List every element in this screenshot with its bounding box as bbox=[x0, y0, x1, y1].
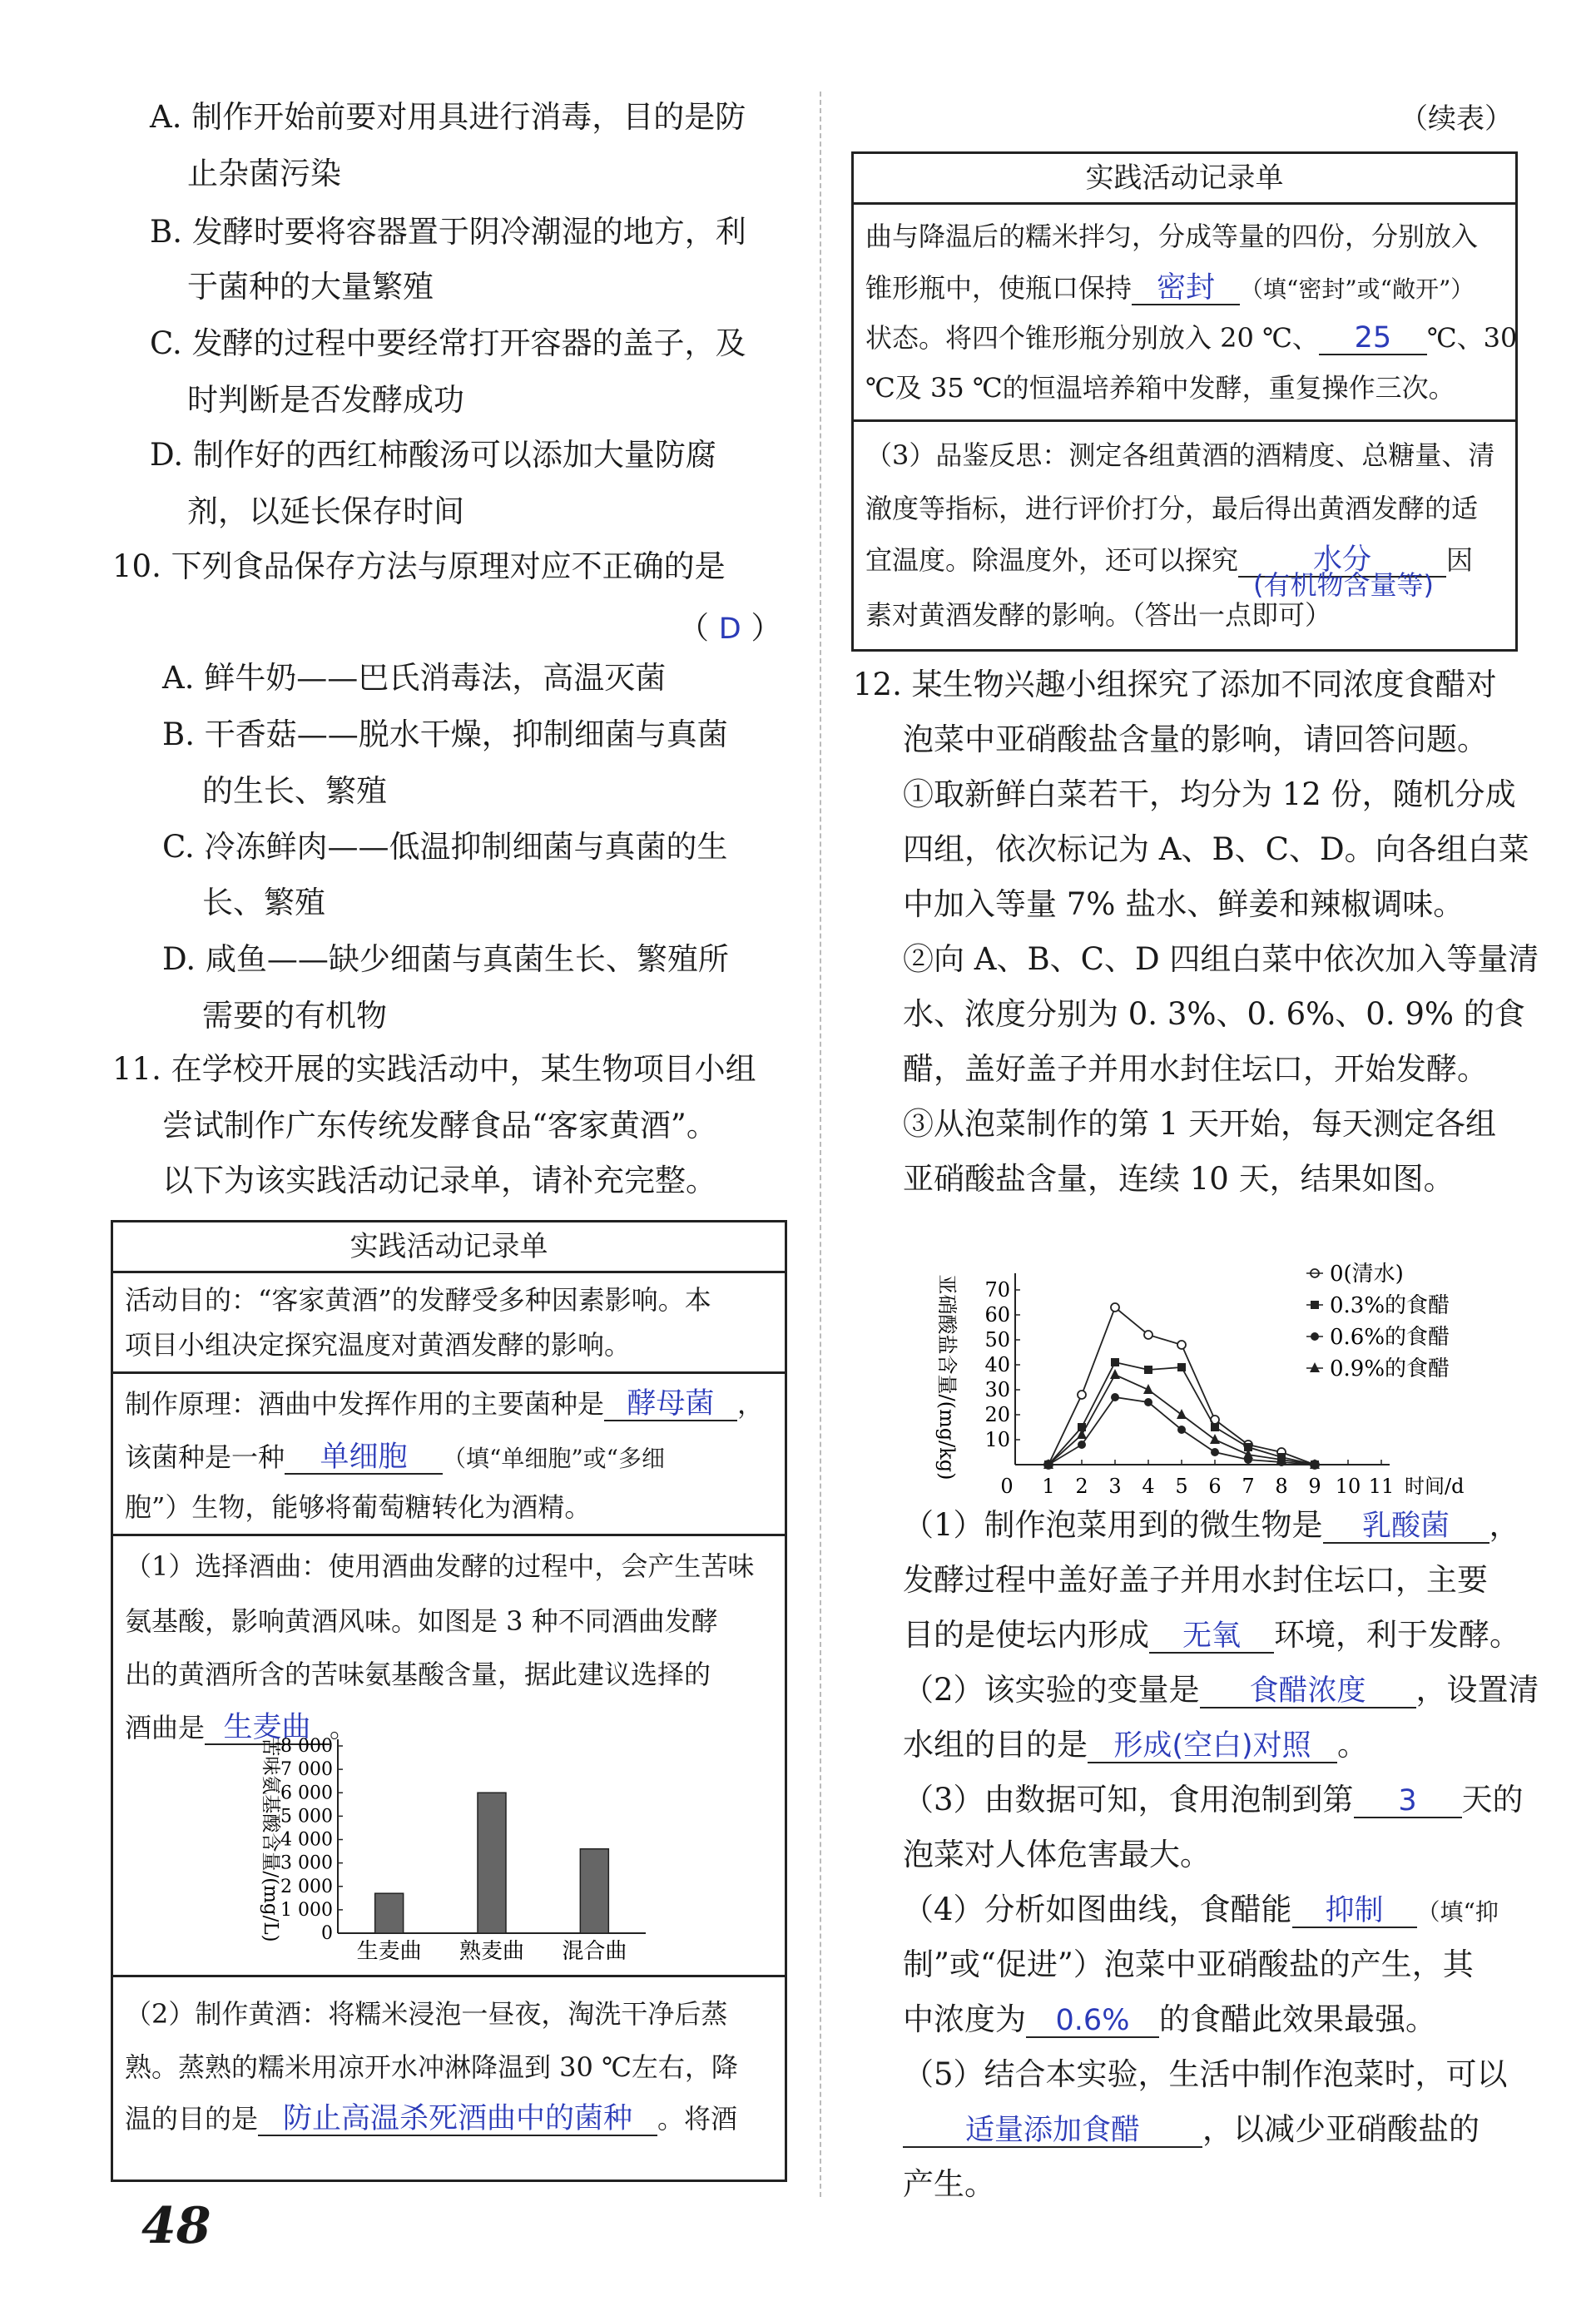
bar-3 bbox=[580, 1849, 608, 1933]
series-2-point bbox=[1177, 1363, 1186, 1371]
q12-p3-text1b: 天的 bbox=[1461, 1782, 1524, 1818]
q11-principle-answer2: 单细胞 bbox=[320, 1441, 408, 1474]
q11-principle-cell bbox=[113, 1374, 785, 1536]
line-x-tick-label: 6 bbox=[1208, 1475, 1222, 1498]
line-chart-nitrite bbox=[924, 1215, 1556, 1498]
q11-cont-blank2 bbox=[1319, 322, 1427, 355]
q10-answer: D bbox=[718, 612, 741, 646]
legend-label-1: 0(清水) bbox=[1330, 1262, 1404, 1287]
q11-principle-text2b: （填“单细胞”或“多细 bbox=[443, 1445, 665, 1472]
bar-y-tick-label: 1 000 bbox=[280, 1899, 333, 1921]
bar-y-tick-label: 4 000 bbox=[280, 1829, 333, 1851]
q11-select-line3: 出的黄酒所含的苦味氨基酸含量，据此建议选择的 bbox=[125, 1659, 711, 1690]
q11-reflect-line2: 澈度等指标，进行评价打分，最后得出黄酒发酵的适 bbox=[865, 493, 1479, 524]
q11-table-title: 实践活动记录单 bbox=[113, 1222, 785, 1273]
q11-cont-line3 bbox=[865, 321, 1517, 355]
bar-y-tick-label: 7 000 bbox=[280, 1759, 333, 1781]
q11-cont-text3: 状态。将四个锥形瓶分别放入 20 ℃、 bbox=[865, 322, 1319, 354]
q12-p5-blank bbox=[903, 2114, 1202, 2148]
legend-label-3: 0.6%的食醋 bbox=[1330, 1325, 1450, 1350]
q11-select-answer: 生麦曲 bbox=[223, 1711, 311, 1744]
line-origin-label: 0 bbox=[1000, 1475, 1014, 1498]
q11-principle-blank2 bbox=[285, 1441, 443, 1475]
q11-reflect-text3b: 因 bbox=[1446, 544, 1474, 576]
column-divider bbox=[820, 92, 821, 2197]
q12-p3-line1 bbox=[903, 1781, 1524, 1819]
bar-chart-bitter-amino-acid bbox=[246, 1721, 662, 1971]
bar-category-label: 混合曲 bbox=[562, 1939, 627, 1964]
q11-make-answer: 防止高温杀死酒曲中的菌种 bbox=[283, 2102, 633, 2135]
q12-p4-answer2: 0.6% bbox=[1055, 2004, 1130, 2037]
q12-step-line2: 四组，依次标记为 A、B、C、D。向各组白菜 bbox=[903, 831, 1529, 867]
q12-p2-line2 bbox=[903, 1726, 1368, 1764]
q12-stem-line1: 12. 某生物兴趣小组探究了添加不同浓度食醋对 bbox=[853, 667, 1497, 702]
line-x-tick-label: 10 bbox=[1335, 1475, 1361, 1498]
q12-p1-text3: 目的是使坛内形成 bbox=[903, 1617, 1149, 1653]
q10-option-c-line1: C. 冷冻鲜肉——低温抑制细菌与真菌的生 bbox=[162, 829, 728, 865]
bar-category-label: 生麦曲 bbox=[356, 1939, 422, 1964]
q11-cont-text2b: （填“密封”或“敞开”） bbox=[1240, 275, 1475, 303]
q10-stem: 10. 下列食品保存方法与原理对应不正确的是 bbox=[112, 548, 726, 584]
q10-option-c-line2: 长、繁殖 bbox=[202, 885, 325, 920]
bar-1 bbox=[375, 1893, 404, 1933]
bar-y-tick-label: 5 000 bbox=[280, 1806, 333, 1827]
q12-p1-line2: 发酵过程中盖好盖子并用水封住坛口，主要 bbox=[903, 1562, 1488, 1598]
line-x-tick-label: 11 bbox=[1368, 1475, 1395, 1498]
bar-y-axis-label: 苦味氨基酸含量/(mg/L) bbox=[260, 1737, 281, 1942]
series-3-point bbox=[1078, 1441, 1086, 1449]
line-y-tick-label: 50 bbox=[984, 1328, 1010, 1351]
q11-make-text3b: 。将酒 bbox=[657, 2103, 738, 2135]
q12-p2-blank2 bbox=[1088, 1729, 1337, 1763]
q12-p4-text3b: 的食醋此效果最强。 bbox=[1159, 2001, 1436, 2037]
q11-make-text3: 温的目的是 bbox=[125, 2103, 259, 2135]
q11-principle-answer1: 酵母菌 bbox=[627, 1387, 715, 1421]
line-x-tick-label: 9 bbox=[1308, 1475, 1321, 1498]
line-y-tick-label: 70 bbox=[984, 1278, 1010, 1302]
line-x-tick-label: 8 bbox=[1275, 1475, 1288, 1498]
line-x-tick-label: 1 bbox=[1042, 1475, 1055, 1498]
bar-y-tick-label: 0 bbox=[321, 1923, 333, 1944]
q9-option-c-line1: C. 发酵的过程中要经常打开容器的盖子，及 bbox=[150, 325, 746, 361]
line-x-tick-label: 5 bbox=[1175, 1475, 1188, 1498]
series-4-point bbox=[1210, 1434, 1220, 1444]
q12-p1-blank2 bbox=[1149, 1619, 1274, 1654]
q12-p4-answer1: 抑制 bbox=[1325, 1894, 1384, 1927]
q11-principle-text1: 制作原理：酒曲中发挥作用的主要菌种是 bbox=[125, 1388, 605, 1420]
q12-step-line1: ①取新鲜白菜若干，均分为 12 份，随机分成 bbox=[903, 776, 1516, 812]
q12-step-line7: ③从泡菜制作的第 1 天开始，每天测定各组 bbox=[903, 1106, 1497, 1142]
q11-reflect-text3: 宜温度。除温度外，还可以探究 bbox=[865, 544, 1239, 576]
q9-option-c-line2: 时判断是否发酵成功 bbox=[187, 382, 464, 418]
q11-make-blank bbox=[258, 2103, 657, 2136]
q12-p1-text1: （1）制作泡菜用到的微生物是 bbox=[903, 1507, 1323, 1543]
q11-table-title-continued: 实践活动记录单 bbox=[854, 154, 1515, 205]
q11-select-text4b: 。 bbox=[330, 1712, 357, 1743]
q12-p4-line2: 制”或“促进”）泡菜中亚硝酸盐的产生，其 bbox=[903, 1946, 1474, 1982]
q9-option-a-line1: A. 制作开始前要对用具进行消毒，目的是防 bbox=[150, 99, 746, 135]
q12-p1-blank1 bbox=[1323, 1510, 1489, 1544]
series-line-1 bbox=[1048, 1307, 1315, 1465]
q11-principle-line1 bbox=[125, 1387, 764, 1421]
series-3-point bbox=[1144, 1398, 1152, 1406]
q11-select-line2: 氨基酸，影响黄酒风味。如图是 3 种不同酒曲发酵 bbox=[125, 1605, 718, 1637]
q11-stem-line2: 尝试制作广东传统发酵食品“客家黄酒”。 bbox=[162, 1108, 717, 1143]
q12-step-line5: 水、浓度分别为 0. 3%、0. 6%、0. 9% 的食 bbox=[903, 996, 1525, 1032]
continued-label: （续表） bbox=[1400, 102, 1513, 136]
q10-option-a: A. 鲜牛奶——巴氏消毒法，高温灭菌 bbox=[162, 660, 667, 696]
q12-p2-text1: （2）该实验的变量是 bbox=[903, 1672, 1200, 1708]
q12-p1-line3 bbox=[903, 1616, 1520, 1654]
q11-record-table bbox=[111, 1220, 787, 2182]
line-y-tick-label: 40 bbox=[984, 1353, 1010, 1376]
q12-p3-text1: （3）由数据可知，食用泡制到第 bbox=[903, 1782, 1354, 1818]
q12-p4-blank2 bbox=[1026, 2004, 1159, 2038]
q11-cont-answer2: 25 bbox=[1354, 321, 1392, 355]
q12-p4-text3: 中浓度为 bbox=[903, 2001, 1026, 2037]
bar-y-tick-label: 6 000 bbox=[280, 1783, 333, 1804]
q12-p1-answer2: 无氧 bbox=[1182, 1619, 1241, 1653]
q11-reflect-answer2: (有机物含量等) bbox=[1253, 569, 1434, 601]
q11-cont-blank1 bbox=[1132, 272, 1240, 305]
legend-marker-4 bbox=[1310, 1362, 1320, 1372]
bar-y-tick-label: 3 000 bbox=[280, 1852, 333, 1874]
q12-p4-blank1 bbox=[1292, 1894, 1417, 1928]
q11-cont-text2: 锥形瓶中，使瓶口保持 bbox=[865, 272, 1133, 304]
q12-p3-answer: 3 bbox=[1398, 1784, 1417, 1818]
q11-select-line1: （1）选择酒曲：使用酒曲发酵的过程中，会产生苦味 bbox=[125, 1550, 755, 1582]
q11-make-line1: （2）制作黄酒：将糯米浸泡一昼夜，淘洗干净后蒸 bbox=[125, 1998, 728, 2030]
q12-stem-line2: 泡菜中亚硝酸盐含量的影响，请回答问题。 bbox=[903, 722, 1488, 757]
q10-answer-paren: （ D ） bbox=[678, 610, 782, 646]
q12-p2-line1 bbox=[903, 1671, 1539, 1709]
q11-principle-line2 bbox=[125, 1441, 665, 1475]
q11-purpose-line1: 活动目的：“客家黄酒”的发酵受多种因素影响。本 bbox=[125, 1284, 711, 1316]
q11-purpose-cell bbox=[113, 1273, 785, 1374]
q11-make-cell bbox=[113, 1977, 785, 2188]
q12-p4-line3 bbox=[903, 2001, 1436, 2039]
q12-p2-answer1: 食醋浓度 bbox=[1249, 1674, 1366, 1708]
series-1-point bbox=[1111, 1303, 1119, 1312]
series-2-point bbox=[1111, 1358, 1119, 1366]
q12-p4-text1b: （填“抑 bbox=[1416, 1898, 1499, 1926]
q12-p3-blank bbox=[1354, 1784, 1462, 1818]
q12-p4-line1 bbox=[903, 1891, 1499, 1932]
line-y-tick-label: 60 bbox=[984, 1303, 1010, 1327]
q12-p1-text1b: ， bbox=[1489, 1507, 1520, 1543]
bar-y-tick-label: 2 000 bbox=[280, 1876, 333, 1897]
q12-p2-text1b: ，设置清 bbox=[1415, 1672, 1539, 1708]
q11-reflect-cell bbox=[854, 422, 1515, 647]
q11-principle-text2: 该菌种是一种 bbox=[125, 1441, 285, 1473]
q10-option-d-line1: D. 咸鱼——缺少细菌与真菌生长、繁殖所 bbox=[162, 941, 729, 977]
q10-option-d-line2: 需要的有机物 bbox=[202, 998, 387, 1034]
line-x-axis-label: 时间/d bbox=[1405, 1475, 1465, 1498]
q12-p2-answer2: 形成(空白)对照 bbox=[1113, 1729, 1311, 1763]
legend-label-2: 0.3%的食醋 bbox=[1330, 1293, 1450, 1318]
q12-p2-text2: 水组的目的是 bbox=[903, 1727, 1088, 1763]
line-y-axis-label: 亚硝酸盐含量/(mg/kg) bbox=[935, 1274, 959, 1480]
bar-2 bbox=[478, 1793, 506, 1933]
q11-reflect-line4: 素对黄酒发酵的影响。（答出一点即可） bbox=[865, 599, 1332, 631]
page-number: 48 bbox=[141, 2197, 211, 2255]
q12-p1-answer1: 乳酸菌 bbox=[1362, 1510, 1450, 1543]
q12-p5-text2b: ，以减少亚硝酸盐的 bbox=[1202, 2111, 1480, 2147]
q12-step-line6: 醋，盖好盖子并用水封住坛口，开始发酵。 bbox=[903, 1051, 1488, 1087]
q11-principle-line3: 胞”）生物，能够将葡萄糖转化为酒精。 bbox=[125, 1491, 592, 1523]
q9-option-d-line1: D. 制作好的西红柿酸汤可以添加大量防腐 bbox=[150, 437, 716, 473]
series-2-point bbox=[1144, 1366, 1152, 1374]
q10-option-b-line2: 的生长、繁殖 bbox=[202, 773, 387, 809]
q9-option-b-line1: B. 发酵时要将容器置于阴冷潮湿的地方，利 bbox=[150, 214, 746, 250]
q11-reflect-line1: （3）品鉴反思：测定各组黄酒的酒精度、总糖量、清 bbox=[865, 439, 1495, 471]
q10-option-b-line1: B. 干香菇——脱水干燥，抑制细菌与真菌 bbox=[162, 717, 728, 752]
line-y-tick-label: 10 bbox=[984, 1428, 1010, 1451]
q9-option-a-line2: 止杂菌污染 bbox=[187, 156, 341, 191]
q12-p1-line1 bbox=[903, 1506, 1520, 1545]
q11-make-line3 bbox=[125, 2102, 737, 2136]
q9-option-d-line2: 剂，以延长保存时间 bbox=[187, 493, 464, 529]
legend-label-4: 0.9%的食醋 bbox=[1330, 1356, 1450, 1381]
q12-p2-blank1 bbox=[1200, 1674, 1416, 1708]
line-y-tick-label: 30 bbox=[984, 1378, 1010, 1401]
q9-option-b-line2: 于菌种的大量繁殖 bbox=[187, 269, 434, 305]
bar-y-tick-label: 8 000 bbox=[280, 1736, 333, 1757]
series-3-point bbox=[1111, 1393, 1119, 1401]
q11-reflect-answer1: 水分 bbox=[1313, 543, 1372, 577]
q11-select-cell bbox=[113, 1536, 785, 1977]
q11-select-text4: 酒曲是 bbox=[125, 1712, 206, 1743]
q11-cont-text3b: ℃、30 bbox=[1426, 322, 1518, 354]
q11-principle-blank1 bbox=[604, 1388, 737, 1421]
q11-cont-line1: 曲与降温后的糯米拌匀，分成等量的四份，分别放入 bbox=[865, 221, 1479, 252]
line-y-tick-label: 20 bbox=[984, 1403, 1010, 1426]
line-x-tick-label: 4 bbox=[1142, 1475, 1155, 1498]
bar-category-label: 熟麦曲 bbox=[458, 1939, 525, 1964]
q11-principle-text1b: ， bbox=[737, 1388, 765, 1420]
series-3-point bbox=[1211, 1448, 1219, 1456]
q12-step-line3: 中加入等量 7% 盐水、鲜姜和辣椒调味。 bbox=[903, 886, 1465, 922]
q12-step-line8: 亚硝酸盐含量，连续 10 天，结果如图。 bbox=[903, 1161, 1455, 1197]
q12-p5-line2 bbox=[903, 2110, 1480, 2149]
q12-p5-line1: （5）结合本实验，生活中制作泡菜时，可以 bbox=[903, 2056, 1508, 2092]
q12-p5-line3: 产生。 bbox=[903, 2166, 995, 2202]
series-3-point bbox=[1177, 1426, 1186, 1434]
series-1-point bbox=[1177, 1341, 1186, 1349]
q12-p4-text1: （4）分析如图曲线，食醋能 bbox=[903, 1892, 1292, 1927]
q12-step-line4: ②向 A、B、C、D 四组白菜中依次加入等量清 bbox=[903, 941, 1539, 977]
q11-cont-line4: ℃及 35 ℃的恒温培养箱中发酵，重复操作三次。 bbox=[865, 372, 1455, 404]
q11-purpose-line2: 项目小组决定探究温度对黄酒发酵的影响。 bbox=[125, 1329, 632, 1361]
series-1-point bbox=[1078, 1391, 1086, 1399]
q11-cont-answer1: 密封 bbox=[1157, 271, 1216, 305]
series-2-point bbox=[1211, 1423, 1219, 1431]
series-4-point bbox=[1177, 1409, 1187, 1419]
q11-cont-line2 bbox=[865, 271, 1474, 306]
q11-record-table-continued bbox=[851, 151, 1518, 652]
q11-stem-line3: 以下为该实践活动记录单，请补充完整。 bbox=[162, 1163, 716, 1198]
q12-p1-text3b: 环境，利于发酵。 bbox=[1274, 1617, 1520, 1653]
q11-stem-line1: 11. 在学校开展的实践活动中，某生物项目小组 bbox=[112, 1051, 756, 1087]
q12-p3-line2: 泡菜对人体危害最大。 bbox=[903, 1837, 1211, 1872]
line-x-tick-label: 3 bbox=[1108, 1475, 1122, 1498]
q12-p2-text2b: 。 bbox=[1337, 1727, 1368, 1763]
line-x-tick-label: 2 bbox=[1075, 1475, 1088, 1498]
series-1-point bbox=[1144, 1331, 1152, 1339]
line-x-tick-label: 7 bbox=[1242, 1475, 1255, 1498]
q12-p5-answer: 适量添加食醋 bbox=[964, 2114, 1140, 2147]
q11-cont-cell bbox=[854, 205, 1518, 422]
q11-make-line2: 熟。蒸熟的糯米用凉开水冲淋降温到 30 ℃左右，降 bbox=[125, 2051, 738, 2083]
